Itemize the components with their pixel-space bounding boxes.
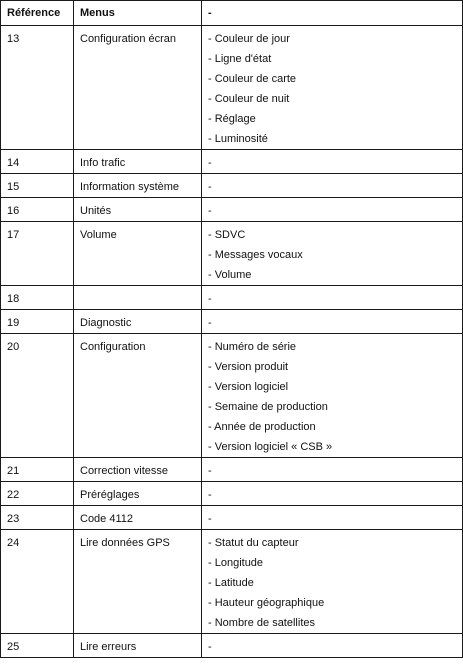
submenu-item: - Volume (208, 269, 252, 281)
reference-cell: 23 (1, 506, 74, 530)
submenu-item: - Version logiciel « CSB » (208, 441, 333, 453)
submenu-item: - Luminosité (208, 133, 268, 145)
submenu-cell (202, 222, 463, 286)
submenu-item: - Semaine de production (208, 401, 328, 413)
header-reference: Référence (1, 1, 74, 26)
table-row (1, 198, 463, 222)
table-row (1, 482, 463, 506)
reference-cell: 19 (1, 310, 74, 334)
menu-cell: Code 4112 (74, 506, 202, 530)
menu-cell: Information système (74, 174, 202, 198)
table-row (1, 150, 463, 174)
reference-cell: 20 (1, 334, 74, 458)
reference-cell: 22 (1, 482, 74, 506)
table-row (1, 634, 463, 658)
submenu-cell (202, 286, 463, 310)
submenu-cell (202, 458, 463, 482)
table-row (1, 286, 463, 310)
submenu-cell (202, 174, 463, 198)
submenu-item: - SDVC (208, 229, 246, 241)
submenu-item: - Messages vocaux (208, 249, 303, 261)
table-row (1, 310, 463, 334)
menu-cell: Lire données GPS (74, 530, 202, 634)
table-row (1, 506, 463, 530)
submenu-item: - (208, 205, 212, 217)
table-row (1, 222, 463, 286)
submenu-cell (202, 150, 463, 174)
submenu-item: - Ligne d'état (208, 53, 272, 65)
menu-cell: Configuration (74, 334, 202, 458)
submenu-item: - Statut du capteur (208, 537, 299, 549)
submenu-item: - Année de production (208, 421, 316, 433)
submenu-cell (202, 482, 463, 506)
submenu-cell (202, 310, 463, 334)
submenu-item: - Latitude (208, 577, 254, 589)
submenu-item: - (208, 465, 212, 477)
header-submenus: - (202, 1, 463, 26)
menu-cell (74, 286, 202, 310)
table-row (1, 26, 463, 150)
header-row (1, 1, 463, 26)
menu-cell: Correction vitesse (74, 458, 202, 482)
menu-cell: Volume (74, 222, 202, 286)
reference-cell: 24 (1, 530, 74, 634)
reference-cell: 16 (1, 198, 74, 222)
table-body (1, 26, 463, 658)
reference-cell: 25 (1, 634, 74, 658)
submenu-cell (202, 198, 463, 222)
reference-cell: 13 (1, 26, 74, 150)
submenu-item: - Version logiciel (208, 381, 289, 393)
menu-cell: Lire erreurs (74, 634, 202, 658)
table-row (1, 334, 463, 458)
submenu-item: - Couleur de jour (208, 33, 290, 45)
submenu-item: - (208, 181, 212, 193)
reference-cell: 17 (1, 222, 74, 286)
submenu-item: - Couleur de nuit (208, 93, 290, 105)
submenu-item: - Couleur de carte (208, 73, 297, 85)
header-menus: Menus (74, 1, 202, 26)
submenu-item: - Hauteur géographique (208, 597, 325, 609)
table-row (1, 174, 463, 198)
submenu-cell (202, 530, 463, 634)
submenu-item: - (208, 489, 212, 501)
submenu-cell (202, 634, 463, 658)
table-row (1, 530, 463, 634)
submenu-item: - (208, 157, 212, 169)
menu-cell: Préréglages (74, 482, 202, 506)
menu-cell: Configuration écran (74, 26, 202, 150)
submenu-cell (202, 334, 463, 458)
table-row (1, 458, 463, 482)
submenu-cell (202, 26, 463, 150)
submenu-item: - Version produit (208, 361, 289, 373)
reference-cell: 21 (1, 458, 74, 482)
menu-cell: Unités (74, 198, 202, 222)
submenu-item: - (208, 317, 212, 329)
submenu-item: - Numéro de série (208, 341, 297, 353)
menu-cell: Diagnostic (74, 310, 202, 334)
reference-cell: 15 (1, 174, 74, 198)
reference-cell: 18 (1, 286, 74, 310)
submenu-item: - (208, 641, 212, 653)
menu-cell: Info trafic (74, 150, 202, 174)
submenu-item: - Longitude (208, 557, 264, 569)
submenu-item: - Réglage (208, 113, 256, 125)
submenu-item: - Nombre de satellites (208, 617, 315, 629)
submenu-item: - (208, 293, 212, 305)
submenu-item: - (208, 513, 212, 525)
reference-cell: 14 (1, 150, 74, 174)
submenu-cell (202, 506, 463, 530)
